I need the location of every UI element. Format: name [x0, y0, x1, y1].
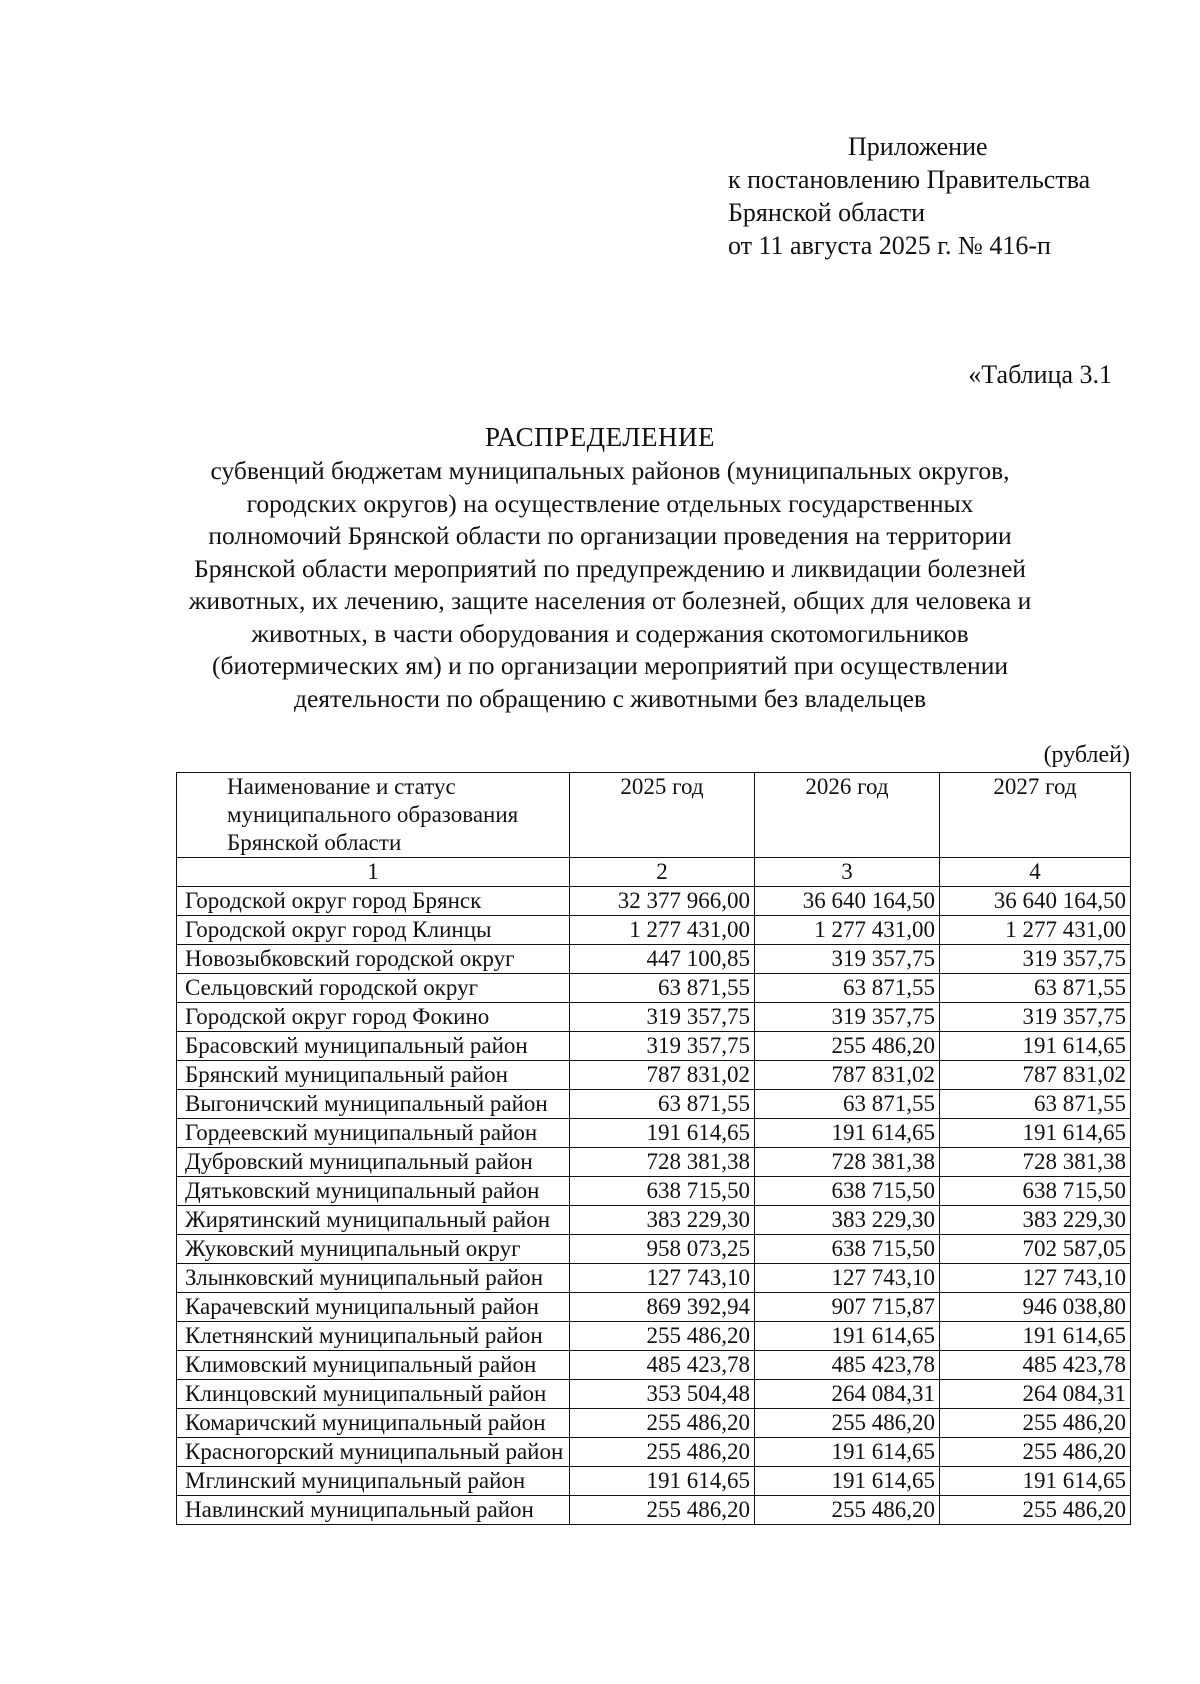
cell-2026: 907 715,87 — [755, 1293, 940, 1322]
cell-2025: 958 073,25 — [570, 1235, 755, 1264]
cell-name: Городской округ город Фокино — [177, 1003, 570, 1032]
appendix-line-3: Брянской области — [728, 198, 925, 227]
cell-name: Мглинский муниципальный район — [177, 1467, 570, 1496]
cell-2025: 63 871,55 — [570, 974, 755, 1003]
cell-2027: 191 614,65 — [940, 1322, 1131, 1351]
cell-2026: 383 229,30 — [755, 1206, 940, 1235]
header-2026: 2026 год — [755, 773, 940, 858]
distribution-table — [176, 772, 1131, 1525]
header-name: Наименование и статус муниципального образования Брянской области — [177, 773, 570, 858]
cell-2026: 728 381,38 — [755, 1148, 940, 1177]
cell-2025: 63 871,55 — [570, 1090, 755, 1119]
cell-2026: 127 743,10 — [755, 1264, 940, 1293]
cell-name: Городской округ город Клинцы — [177, 916, 570, 945]
cell-2026: 36 640 164,50 — [755, 887, 940, 916]
cell-2026: 638 715,50 — [755, 1177, 940, 1206]
cell-2027: 36 640 164,50 — [940, 887, 1131, 916]
table-row — [177, 1090, 1131, 1119]
cell-name: Клинцовский муниципальный район — [177, 1380, 570, 1409]
cell-name: Карачевский муниципальный район — [177, 1293, 570, 1322]
cell-2026: 255 486,20 — [755, 1032, 940, 1061]
cell-2027: 63 871,55 — [940, 1090, 1131, 1119]
cell-2027: 787 831,02 — [940, 1061, 1131, 1090]
cell-2026: 787 831,02 — [755, 1061, 940, 1090]
cell-2026: 638 715,50 — [755, 1235, 940, 1264]
cell-2026: 191 614,65 — [755, 1467, 940, 1496]
table-row — [177, 1467, 1131, 1496]
table-row — [177, 1235, 1131, 1264]
units-label: (рублей) — [1043, 742, 1130, 768]
table-row — [177, 1496, 1131, 1525]
cell-2026: 255 486,20 — [755, 1409, 940, 1438]
table-row — [177, 887, 1131, 916]
appendix-line-1: Приложение — [848, 132, 988, 161]
cell-2027: 264 084,31 — [940, 1380, 1131, 1409]
table-row — [177, 1177, 1131, 1206]
table-row — [177, 1409, 1131, 1438]
cell-2026: 264 084,31 — [755, 1380, 940, 1409]
column-number: 2 — [570, 858, 755, 887]
cell-2027: 485 423,78 — [940, 1351, 1131, 1380]
cell-2025: 319 357,75 — [570, 1003, 755, 1032]
cell-2027: 63 871,55 — [940, 974, 1131, 1003]
cell-2026: 255 486,20 — [755, 1496, 940, 1525]
cell-name: Навлинский муниципальный район — [177, 1496, 570, 1525]
table-row — [177, 1380, 1131, 1409]
cell-2027: 319 357,75 — [940, 1003, 1131, 1032]
column-number-row — [177, 858, 1131, 887]
cell-2025: 787 831,02 — [570, 1061, 755, 1090]
cell-name: Новозыбковский городской округ — [177, 945, 570, 974]
table-row — [177, 1438, 1131, 1467]
cell-2027: 319 357,75 — [940, 945, 1131, 974]
cell-2025: 255 486,20 — [570, 1438, 755, 1467]
cell-2026: 63 871,55 — [755, 974, 940, 1003]
cell-2026: 191 614,65 — [755, 1119, 940, 1148]
cell-2026: 319 357,75 — [755, 1003, 940, 1032]
table-body — [177, 887, 1131, 1525]
cell-name: Брасовский муниципальный район — [177, 1032, 570, 1061]
cell-2027: 255 486,20 — [940, 1409, 1131, 1438]
header-2025: 2025 год — [570, 773, 755, 858]
cell-name: Дятьковский муниципальный район — [177, 1177, 570, 1206]
document-subtitle: субвенций бюджетам муниципальных районов (муниципальных округов, городских округов) на осуществление отдельных государственных полномочий Брянской области по организации проведения на территории Брянской области мероприятий по предупреждению и ликвидации болезней животных, их лечению, защите населения от болезней, общих для человека и животных, в части оборудования и содержания скотомогильников (биотермических ям) и по организации мероприятий при осуществлении деятельности по обращению с животными без владельцев — [188, 456, 1032, 713]
cell-2025: 255 486,20 — [570, 1496, 755, 1525]
document-title: РАСПРЕДЕЛЕНИЕ — [484, 422, 716, 452]
cell-name: Сельцовский городской округ — [177, 974, 570, 1003]
cell-2025: 255 486,20 — [570, 1322, 755, 1351]
appendix-block — [728, 130, 1090, 262]
table-header-row — [177, 773, 1131, 858]
table-row — [177, 1061, 1131, 1090]
cell-2025: 447 100,85 — [570, 945, 755, 974]
cell-2027: 702 587,05 — [940, 1235, 1131, 1264]
cell-name: Дубровский муниципальный район — [177, 1148, 570, 1177]
table-row — [177, 1351, 1131, 1380]
cell-2027: 191 614,65 — [940, 1032, 1131, 1061]
table-row — [177, 1032, 1131, 1061]
cell-name: Климовский муниципальный район — [177, 1351, 570, 1380]
cell-2025: 485 423,78 — [570, 1351, 755, 1380]
cell-2027: 728 381,38 — [940, 1148, 1131, 1177]
cell-2025: 127 743,10 — [570, 1264, 755, 1293]
table-row — [177, 916, 1131, 945]
column-number: 1 — [177, 858, 570, 887]
cell-2025: 191 614,65 — [570, 1119, 755, 1148]
cell-name: Выгоничский муниципальный район — [177, 1090, 570, 1119]
header-2027: 2027 год — [940, 773, 1131, 858]
cell-2027: 638 715,50 — [940, 1177, 1131, 1206]
column-number: 3 — [755, 858, 940, 887]
cell-2027: 191 614,65 — [940, 1119, 1131, 1148]
cell-2027: 946 038,80 — [940, 1293, 1131, 1322]
cell-2026: 1 277 431,00 — [755, 916, 940, 945]
cell-name: Брянский муниципальный район — [177, 1061, 570, 1090]
table-row — [177, 1264, 1131, 1293]
cell-name: Жирятинский муниципальный район — [177, 1206, 570, 1235]
table-row — [177, 1003, 1131, 1032]
cell-name: Городской округ город Брянск — [177, 887, 570, 916]
cell-2027: 255 486,20 — [940, 1496, 1131, 1525]
cell-2025: 319 357,75 — [570, 1032, 755, 1061]
cell-name: Жуковский муниципальный округ — [177, 1235, 570, 1264]
cell-2026: 63 871,55 — [755, 1090, 940, 1119]
table-row — [177, 1148, 1131, 1177]
cell-2026: 319 357,75 — [755, 945, 940, 974]
cell-2025: 32 377 966,00 — [570, 887, 755, 916]
cell-2026: 485 423,78 — [755, 1351, 940, 1380]
table-row — [177, 1293, 1131, 1322]
cell-2025: 383 229,30 — [570, 1206, 755, 1235]
cell-2026: 191 614,65 — [755, 1438, 940, 1467]
cell-name: Красногорский муниципальный район — [177, 1438, 570, 1467]
cell-2027: 191 614,65 — [940, 1467, 1131, 1496]
cell-2026: 191 614,65 — [755, 1322, 940, 1351]
cell-name: Клетнянский муниципальный район — [177, 1322, 570, 1351]
cell-2027: 255 486,20 — [940, 1438, 1131, 1467]
appendix-line-4: от 11 августа 2025 г. № 416-п — [728, 231, 1051, 260]
table-row — [177, 1206, 1131, 1235]
table-row — [177, 1322, 1131, 1351]
cell-name: Злынковский муниципальный район — [177, 1264, 570, 1293]
cell-2025: 1 277 431,00 — [570, 916, 755, 945]
cell-2025: 191 614,65 — [570, 1467, 755, 1496]
table-row — [177, 974, 1131, 1003]
table-label: «Таблица 3.1 — [968, 360, 1112, 389]
cell-2025: 255 486,20 — [570, 1409, 755, 1438]
cell-2025: 869 392,94 — [570, 1293, 755, 1322]
cell-name: Гордеевский муниципальный район — [177, 1119, 570, 1148]
table-row — [177, 945, 1131, 974]
appendix-line-2: к постановлению Правительства — [728, 165, 1091, 194]
cell-2027: 1 277 431,00 — [940, 916, 1131, 945]
column-number: 4 — [940, 858, 1131, 887]
cell-name: Комаричский муниципальный район — [177, 1409, 570, 1438]
cell-2025: 353 504,48 — [570, 1380, 755, 1409]
table-row — [177, 1119, 1131, 1148]
cell-2027: 383 229,30 — [940, 1206, 1131, 1235]
cell-2025: 728 381,38 — [570, 1148, 755, 1177]
cell-2027: 127 743,10 — [940, 1264, 1131, 1293]
cell-2025: 638 715,50 — [570, 1177, 755, 1206]
